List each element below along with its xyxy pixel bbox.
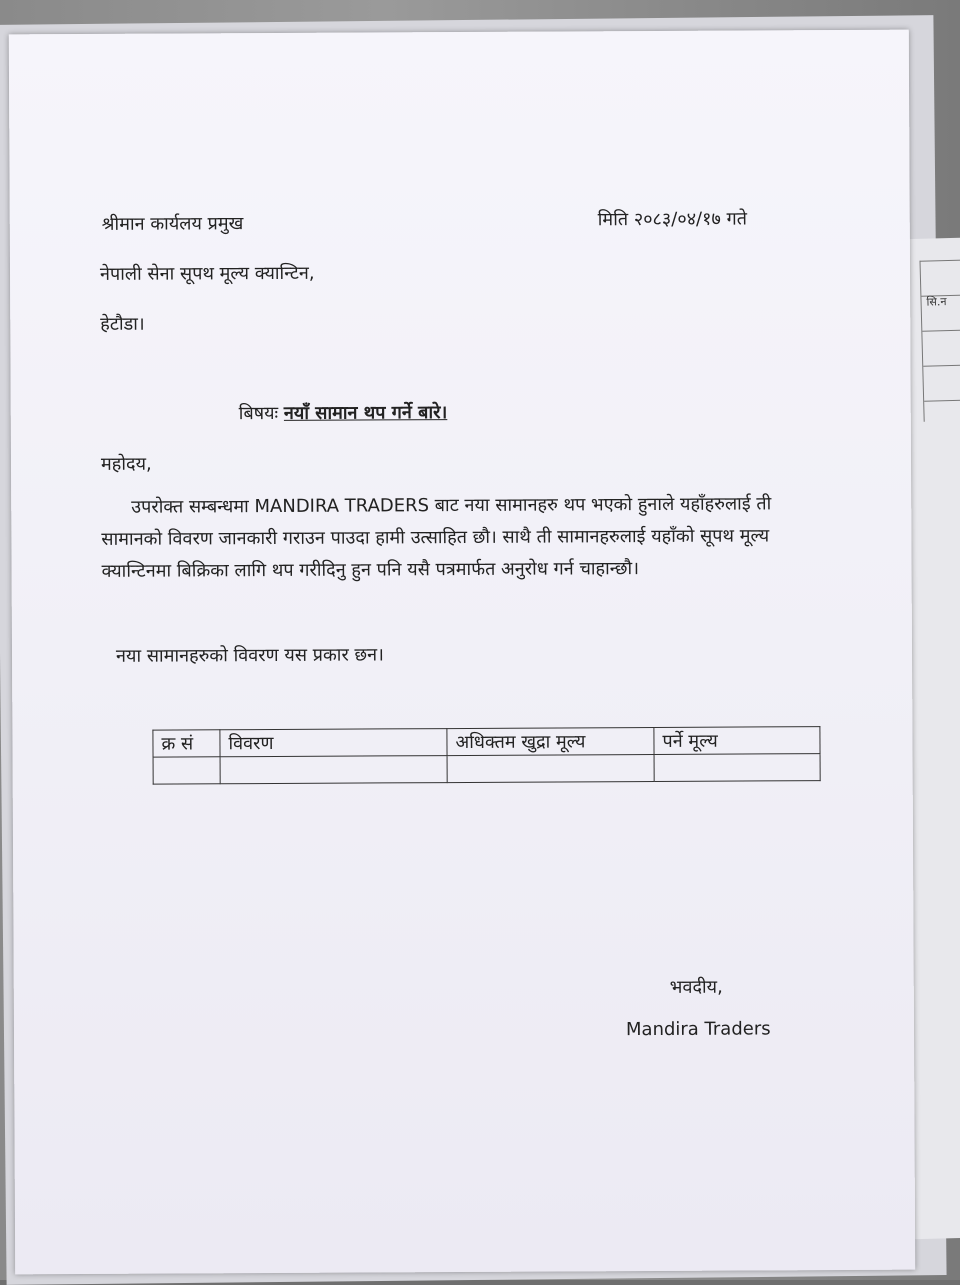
subject-line (239, 404, 448, 423)
body-paragraph-1: उपरोक्त सम्बन्धमा MANDIRA TRADERS बाट नया सामानहरु थप भएको हुनाले यहाँहरुलाई ती सामानको विवरण जानकारी गराउन पाउदा हामी उत्साहित छौ। साथै ती सामानहरुलाई यहाँको सूपथ मूल्य क्यान्टिनमा बिक्रिका लागि थप गरीदिनु हुन पनि यसै पत्रमार्फत अनुरोध गर्न चाहान्छौ। (101, 493, 772, 582)
col-price: पर्ने मूल्य (654, 727, 820, 755)
table-cell (447, 754, 654, 782)
table-cell (654, 754, 820, 782)
table-cell (153, 757, 220, 784)
letter-page (9, 30, 915, 1275)
recipient-line-1: श्रीमान कार्यलय प्रमुख (101, 213, 244, 235)
table-row (153, 754, 820, 784)
signatory: Mandira Traders (625, 1018, 771, 1041)
salutation: महोदय, (100, 453, 152, 475)
col-serial: क्र सं (153, 730, 220, 757)
subject-label: बिषयः (238, 402, 279, 425)
recipient-line-3: हेटौडा। (100, 313, 145, 335)
recipient-line-2: नेपाली सेना सूपथ मूल्य क्यान्टिन, (99, 262, 315, 285)
body-paragraph-2: नया सामानहरुको विवरण यस प्रकार छन। (115, 644, 385, 667)
closing: भवदीय, (669, 976, 723, 998)
table-header-row (153, 727, 820, 757)
items-table (152, 726, 820, 784)
side-paper-text: सि.न (926, 295, 947, 309)
letter-date: मिति २०८३/०४/१७ गते (597, 208, 747, 231)
side-paper-grid (919, 258, 960, 421)
table-cell (220, 756, 447, 784)
col-description: विवरण (220, 729, 447, 757)
col-mrp: अधिक्तम खुद्रा मूल्य (447, 727, 654, 755)
subject-text: नयाँ सामान थप गर्ने बारे। (283, 402, 448, 424)
